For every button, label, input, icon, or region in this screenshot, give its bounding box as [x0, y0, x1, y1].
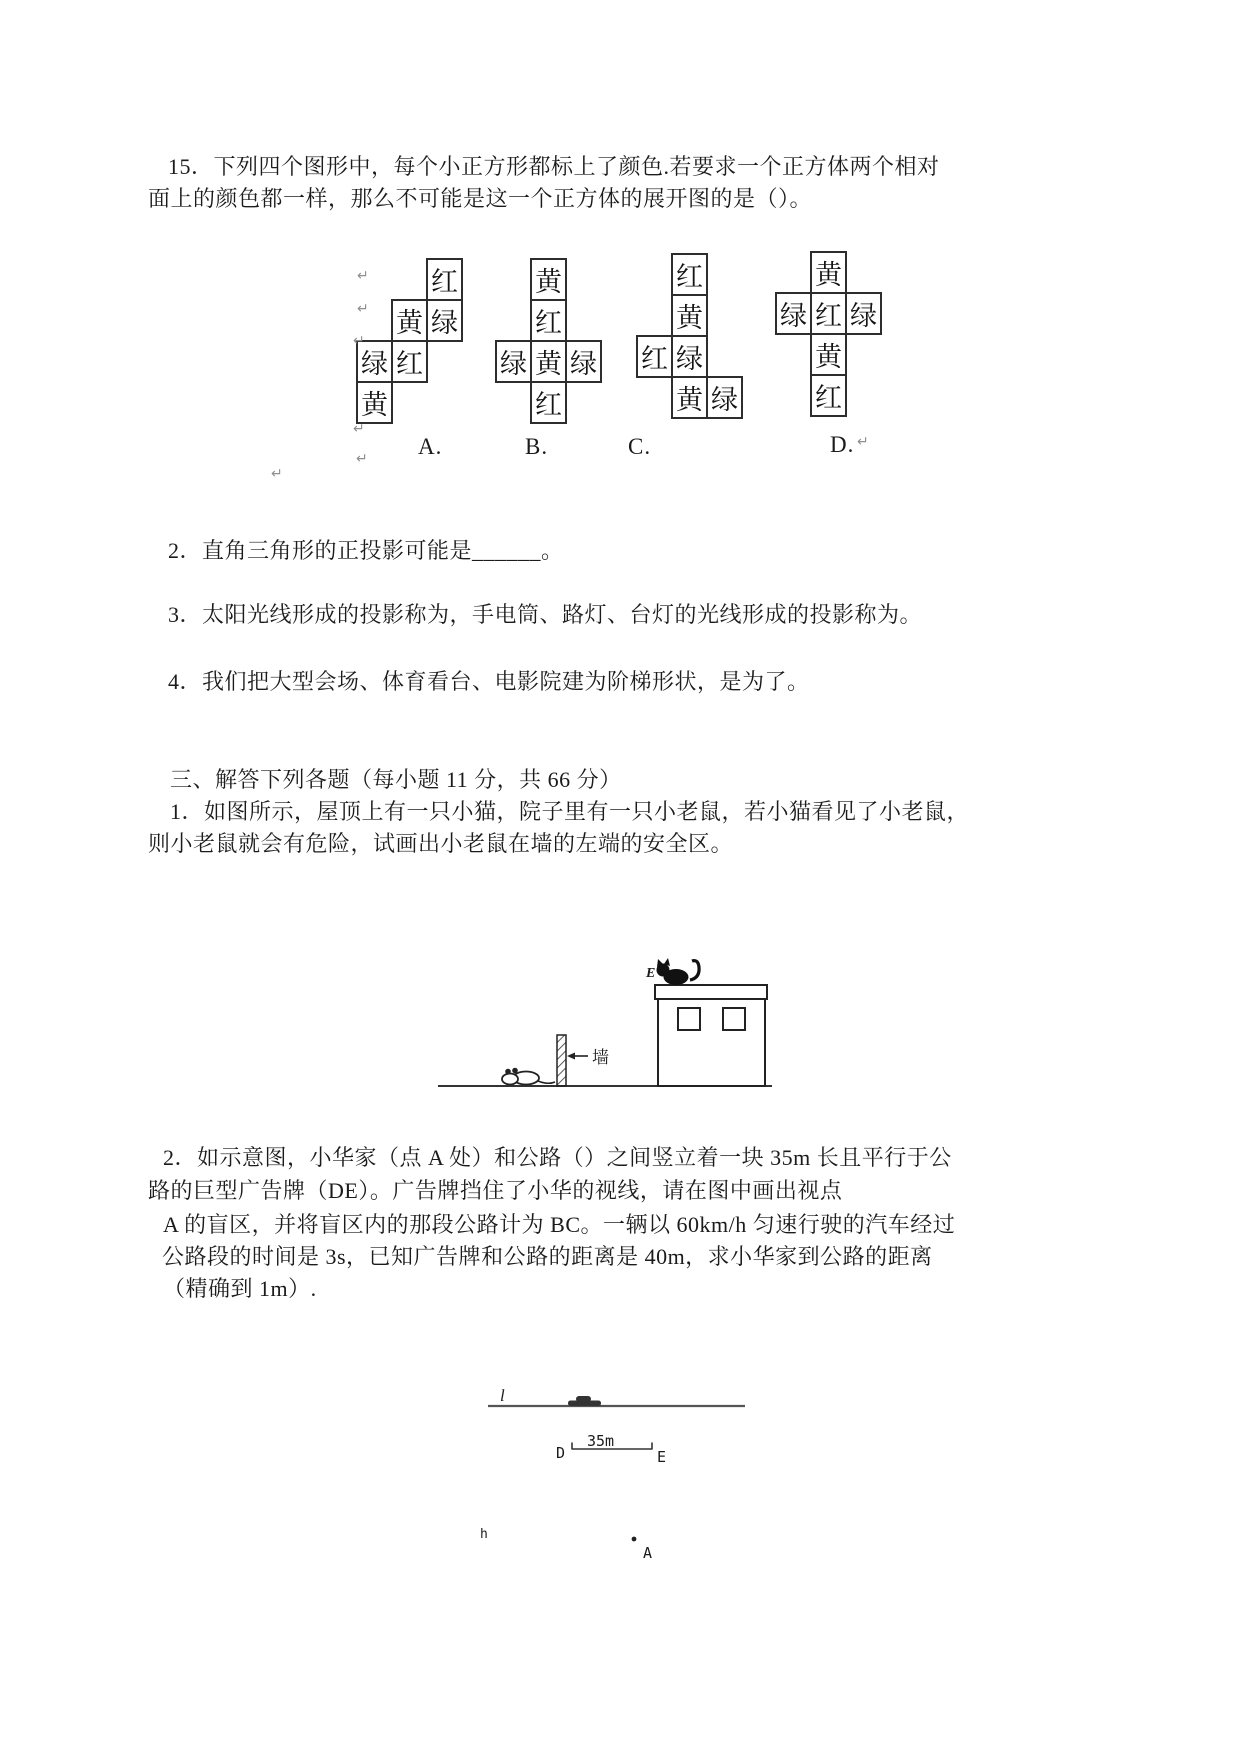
paragraph-mark-icon: ↵ — [353, 333, 365, 349]
net-option-label-C: C. — [628, 434, 652, 459]
point-e-label: E — [657, 1448, 667, 1466]
paragraph-mark-icon: ↵ — [857, 434, 869, 450]
point-a-label: A — [643, 1544, 653, 1562]
net-cell-C-r1c1: 黄 — [671, 294, 708, 337]
q15-line1: 15．下列四个图形中，每个小正方形都标上了颜色.若要求一个正方体两个相对 — [168, 154, 940, 179]
fill-question-4: 4．我们把大型会场、体育看台、电影院建为阶梯形状，是为了。 — [168, 669, 810, 694]
cat-point-label: E — [646, 966, 656, 981]
paragraph-mark-icon: ↵ — [353, 421, 365, 437]
net-cell-D-r0c1: 黄 — [810, 251, 847, 294]
net-cell-D-r1c0: 绿 — [775, 292, 812, 335]
fill-question-2: 2．直角三角形的正投影可能是______。 — [168, 538, 564, 563]
net-option-label-D: D. — [830, 432, 855, 457]
point-d-label: D — [556, 1444, 566, 1462]
house-window-left — [678, 1008, 700, 1030]
house-roof — [655, 985, 767, 999]
net-cell-A-r2c0: 绿 — [356, 340, 393, 383]
section3-q2-line5: （精确到 1m）. — [163, 1276, 317, 1301]
section3-q2-line2: 路的巨型广告牌（DE）。广告牌挡住了小华的视线，请在图中画出视点 — [148, 1178, 843, 1203]
section3-q2-line4: 公路段的时间是 3s，已知广告牌和公路的距离是 40m，求小华家到公路的距离 — [162, 1244, 933, 1269]
net-cell-C-r3c2: 绿 — [706, 376, 743, 419]
car-drawing — [568, 1396, 601, 1406]
wall-label: 墙 — [592, 1048, 609, 1067]
net-cell-D-r1c2: 绿 — [845, 292, 882, 335]
section3-q1-line2: 则小老鼠就会有危险，试画出小老鼠在墙的左端的安全区。 — [148, 831, 734, 856]
net-cell-B-r2c2: 绿 — [565, 340, 602, 383]
net-cell-D-r3c1: 红 — [810, 374, 847, 417]
net-cell-A-r2c1: 红 — [391, 340, 428, 383]
net-cell-A-r1c1: 黄 — [391, 299, 428, 342]
paragraph-mark-icon: ↵ — [357, 301, 369, 317]
house-window-right — [723, 1008, 745, 1030]
section3-title: 三、解答下列各题（每小题 11 分，共 66 分） — [170, 767, 622, 792]
paragraph-mark-icon: ↵ — [357, 268, 369, 284]
paragraph-mark-icon: ↵ — [271, 466, 283, 482]
section3-q1-line1: 1．如图所示，屋顶上有一只小猫，院子里有一只小老鼠，若小猫看见了小老鼠， — [170, 799, 970, 824]
net-cell-B-r1c1: 红 — [530, 299, 567, 342]
net-cell-C-r2c0: 红 — [636, 335, 673, 378]
net-cell-A-r0c2: 红 — [426, 258, 463, 301]
net-cell-A-r1c2: 绿 — [426, 299, 463, 342]
h-label: h — [480, 1527, 488, 1542]
mouse-drawing — [502, 1068, 555, 1085]
net-cell-B-r2c1: 黄 — [530, 340, 567, 383]
road-billboard-figure — [430, 1375, 770, 1570]
road-label: l — [500, 1386, 505, 1405]
q15-line2: 面上的颜色都一样，那么不可能是这一个正方体的展开图的是（）。 — [148, 186, 813, 211]
paragraph-mark-icon: ↵ — [356, 451, 368, 467]
net-cell-B-r0c1: 黄 — [530, 258, 567, 301]
net-cell-B-r2c0: 绿 — [495, 340, 532, 383]
house-body — [658, 999, 765, 1086]
net-cell-C-r2c1: 绿 — [671, 335, 708, 378]
section3-q2-line1: 2．如示意图，小华家（点 A 处）和公路（）之间竖立着一块 35m 长且平行于公 — [163, 1145, 952, 1170]
section3-q2-line3: A 的盲区，并将盲区内的那段公路计为 BC。一辆以 60km/h 匀速行驶的汽车经过 — [163, 1212, 956, 1237]
cat-drawing — [657, 958, 700, 985]
point-a-dot — [632, 1537, 637, 1542]
net-option-label-B: B. — [525, 434, 549, 459]
fill-question-3: 3．太阳光线形成的投影称为，手电筒、路灯、台灯的光线形成的投影称为。 — [168, 602, 923, 627]
net-cell-C-r0c1: 红 — [671, 253, 708, 296]
net-cell-D-r2c1: 黄 — [810, 333, 847, 376]
cat-mouse-wall-figure — [420, 950, 790, 1100]
net-option-label-A: A. — [418, 434, 443, 459]
net-cell-A-r3c0: 黄 — [356, 381, 393, 424]
wall-hatched-bar — [557, 1035, 566, 1086]
segment-length-label: 35m — [587, 1432, 615, 1450]
house-drawing — [655, 985, 767, 1086]
net-cell-C-r3c1: 黄 — [671, 376, 708, 419]
net-cell-B-r3c1: 红 — [530, 381, 567, 424]
wall-arrow — [567, 1053, 588, 1060]
net-cell-D-r1c1: 红 — [810, 292, 847, 335]
